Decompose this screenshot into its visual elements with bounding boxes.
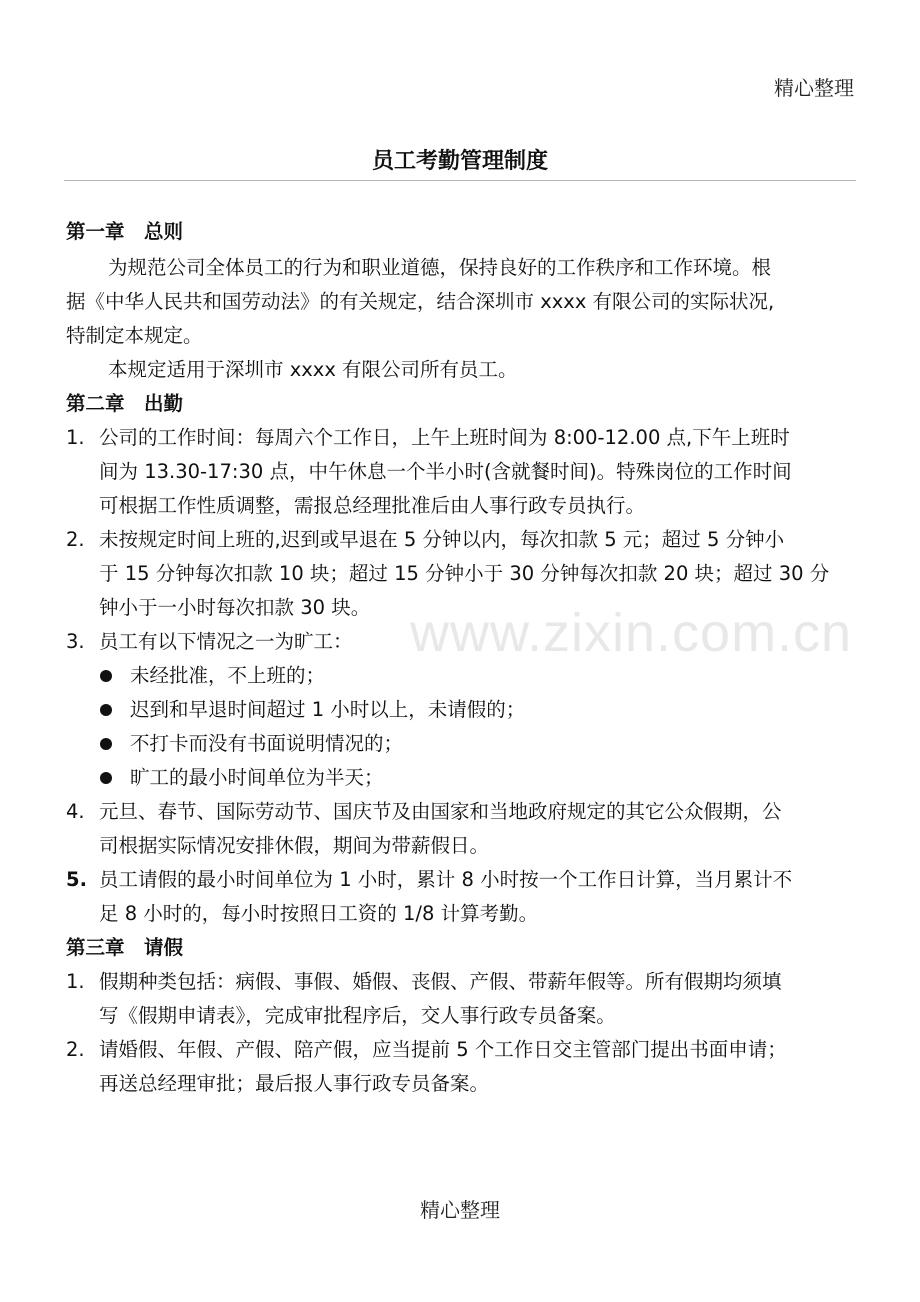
chapter-3-heading: 第三章 请假 bbox=[66, 936, 184, 959]
list-item-line: 员工请假的最小时间单位为 1 小时，累计 8 小时按一个工作日计算，当月累计不 bbox=[99, 868, 793, 891]
list-item-line: 再送总经理审批；最后报人事行政专员备案。 bbox=[99, 1072, 490, 1095]
list-item-line: 假期种类包括：病假、事假、婚假、丧假、产假、带薪年假等。所有假期均须填 bbox=[99, 970, 782, 993]
list-number: 1. bbox=[66, 970, 85, 993]
list-item-line: 写《假期申请表》，完成审批程序后，交人事行政专员备案。 bbox=[99, 1004, 616, 1027]
list-item-line: 可根据工作性质调整，需报总经理批准后由人事行政专员执行。 bbox=[99, 494, 646, 517]
list-item-line: 员工有以下情况之一为旷工： bbox=[99, 630, 353, 653]
list-item-line: 间为 13.30-17:30 点，中午休息一个半小时(含就餐时间)。特殊岗位的工作时间 bbox=[99, 460, 792, 483]
list-number: 2. bbox=[66, 1038, 85, 1061]
bullet-icon bbox=[100, 704, 112, 716]
list-item-line: 公司的工作时间：每周六个工作日，上午上班时间为 8:00-12.00 点,下午上班时 bbox=[99, 426, 790, 449]
list-item-line: 于 15 分钟每次扣款 10 块；超过 15 分钟小于 30 分钟每次扣款 20 块；超过 30 分 bbox=[99, 562, 830, 585]
chapter-1-paragraph-line: 为规范公司全体员工的行为和职业道德，保持良好的工作秩序和工作环境。根 bbox=[108, 256, 772, 279]
list-item-line: 请婚假、年假、产假、陪产假，应当提前 5 个工作日交主管部门提出书面申请； bbox=[99, 1038, 787, 1061]
page-header: 精心整理 bbox=[774, 76, 854, 100]
list-item-line: 未按规定时间上班的,迟到或早退在 5 分钟以内，每次扣款 5 元；超过 5 分钟小 bbox=[99, 528, 785, 551]
bullet-item: 迟到和早退时间超过 1 小时以上，未请假的； bbox=[130, 698, 526, 721]
list-item-line: 元旦、春节、国际劳动节、国庆节及由国家和当地政府规定的其它公众假期，公 bbox=[99, 800, 782, 823]
bullet-icon bbox=[100, 670, 112, 682]
chapter-2-heading: 第二章 出勤 bbox=[66, 392, 184, 415]
list-item-line: 足 8 小时的，每小时按照日工资的 1/8 计算考勤。 bbox=[99, 902, 539, 925]
bullet-icon bbox=[100, 738, 112, 750]
list-number: 5. bbox=[66, 868, 87, 891]
list-item-line: 钟小于一小时每次扣款 30 块。 bbox=[99, 596, 371, 619]
list-number: 1. bbox=[66, 426, 85, 449]
title-divider bbox=[64, 180, 856, 181]
list-number: 2. bbox=[66, 528, 85, 551]
page-footer: 精心整理 bbox=[420, 1198, 500, 1222]
chapter-1-paragraph-line: 据《中华人民共和国劳动法》的有关规定，结合深圳市 xxxx 有限公司的实际状况, bbox=[66, 290, 775, 313]
bullet-item: 不打卡而没有书面说明情况的； bbox=[130, 732, 404, 755]
list-item-line: 司根据实际情况安排休假，期间为带薪假日。 bbox=[99, 834, 490, 857]
document-title: 员工考勤管理制度 bbox=[371, 149, 548, 174]
chapter-1-scope-paragraph: 本规定适用于深圳市 xxxx 有限公司所有员工。 bbox=[108, 358, 518, 381]
watermark: www.zixin.com.cn bbox=[410, 603, 853, 663]
list-number: 3. bbox=[66, 630, 85, 653]
chapter-1-paragraph-line: 特制定本规定。 bbox=[66, 324, 203, 347]
bullet-icon bbox=[100, 772, 112, 784]
chapter-1-heading: 第一章 总则 bbox=[66, 220, 184, 243]
bullet-item: 未经批准，不上班的； bbox=[130, 664, 326, 687]
bullet-item: 旷工的最小时间单位为半天； bbox=[130, 766, 384, 789]
list-number: 4. bbox=[66, 800, 85, 823]
